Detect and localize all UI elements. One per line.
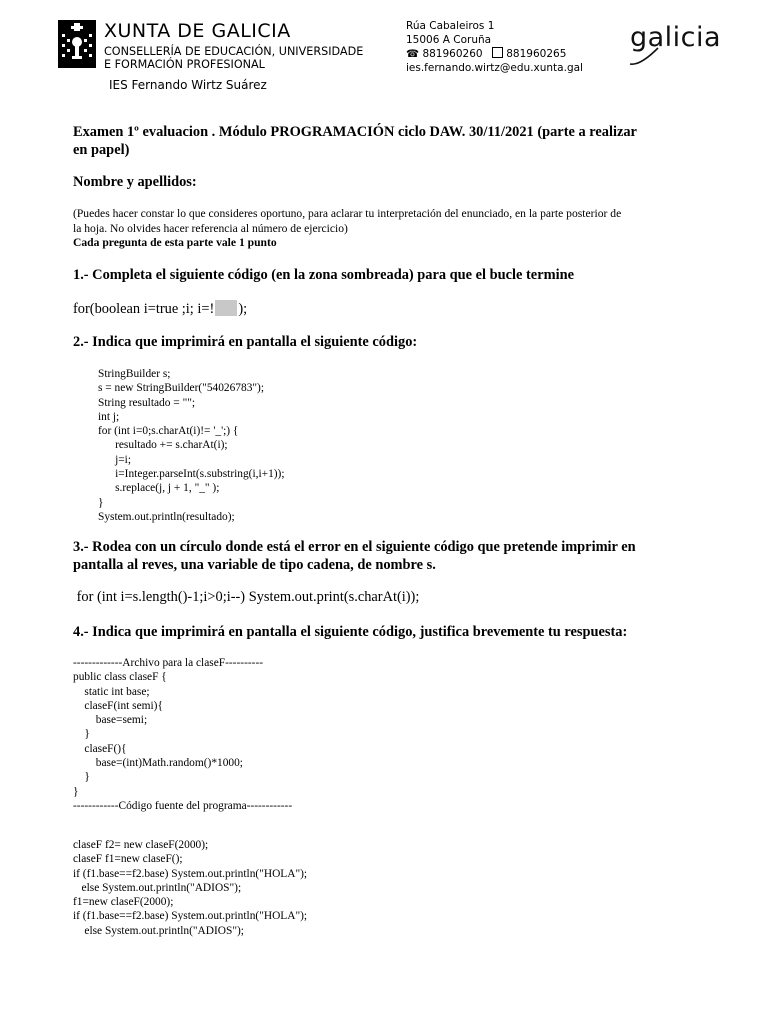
conselleria-line-2: E FORMACIÓN PROFESIONAL (104, 58, 265, 71)
code-line: StringBuilder s; (98, 368, 171, 380)
code-line: static int base; (73, 685, 150, 698)
q3-heading-line-2: pantalla al reves, una variable de tipo cadena, de nombre s. (73, 556, 436, 573)
question-2-code (98, 367, 285, 524)
code-line: } (73, 728, 90, 741)
address-city: 15006 A Coruña (406, 33, 492, 46)
code-line: ------------Código fuente del programa------------ (73, 799, 293, 812)
code-line: i=Integer.parseInt(s.substring(i,i+1)); (98, 468, 285, 481)
exam-title-line-1: Examen 1º evaluacion . Módulo PROGRAMACIÓN ciclo DAW. 30/11/2021 (parte a realizar (73, 124, 637, 140)
exam-title (73, 124, 703, 159)
q1-code-after: ); (238, 301, 248, 317)
question-1-code (73, 300, 247, 318)
exam-title-line-2: en papel) (73, 141, 130, 158)
address-street: Rúa Cabaleiros 1 (406, 20, 495, 32)
points-note: Cada pregunta de esta parte vale 1 punto (73, 236, 277, 249)
instructions-note (73, 207, 713, 251)
code-line: int j; (98, 410, 120, 423)
q3-heading-line-1: 3.- Rodea con un círculo donde está el error en el siguiente código que pretende imprimir en (73, 539, 636, 555)
code-line: String resultado = ""; (98, 396, 196, 409)
code-line: base=semi; (73, 714, 148, 727)
note-line-1: (Puedes hacer constar lo que consideres oportuno, para aclarar tu interpretación del enunciado, en la parte posterior de (73, 207, 622, 220)
name-label: Nombre y apellidos: (73, 174, 197, 190)
code-line: if (f1.base==f2.base) System.out.println("HOLA"); (73, 867, 308, 880)
phone-icon: ☎ (406, 48, 420, 60)
xunta-crest-logo (58, 20, 96, 68)
conselleria-name (104, 45, 363, 71)
code-line: resultado += s.charAt(i); (98, 439, 228, 452)
fax-number: 881960265 (506, 48, 567, 60)
shaded-answer-area[interactable] (215, 300, 237, 316)
code-line: } (73, 785, 79, 798)
contact-phones (406, 47, 583, 62)
code-line: f1=new claseF(2000); (73, 896, 174, 909)
contact-email: ies.fernando.wirtz@edu.xunta.gal (406, 61, 583, 74)
code-line: public class claseF { (73, 671, 167, 684)
conselleria-line-1: CONSELLERÍA DE EDUCACIÓN, UNIVERSIDADE (104, 45, 364, 58)
question-4-heading: 4.- Indica que imprimirá en pantalla el siguiente código, justifica brevemente tu respuesta: (73, 624, 628, 640)
code-line: else System.out.println("ADIOS"); (73, 924, 244, 937)
code-line: s.replace(j, j + 1, "_" ); (98, 482, 220, 495)
code-line: claseF f1=new claseF(); (73, 853, 183, 866)
code-line: j=i; (98, 453, 132, 466)
school-name: IES Fernando Wirtz Suárez (109, 78, 267, 92)
question-4-class-code (73, 656, 292, 813)
code-line: claseF(){ (73, 742, 127, 755)
code-line: else System.out.println("ADIOS"); (73, 881, 242, 894)
code-line: } (73, 771, 90, 784)
code-line: s = new StringBuilder("54026783"); (98, 382, 265, 395)
code-line: for (int i=0;s.charAt(i)!= '_';) { (98, 425, 239, 438)
question-3-heading (73, 539, 703, 574)
galicia-swoosh-icon (628, 44, 668, 73)
school-address (406, 20, 583, 75)
note-line-2: la hoja. No olvides hacer referencia al número de ejercicio) (73, 221, 348, 235)
question-1-heading: 1.- Completa el siguiente código (en la zona sombreada) para que el bucle termine (73, 267, 574, 283)
galicia-brand-logo: galicia (630, 22, 722, 53)
fax-icon (492, 47, 503, 58)
org-title: XUNTA DE GALICIA (104, 20, 291, 42)
code-line: claseF(int semi){ (73, 699, 163, 712)
code-line: } (98, 496, 104, 509)
question-2-heading: 2.- Indica que imprimirá en pantalla el siguiente código: (73, 334, 418, 350)
code-line: if (f1.base==f2.base) System.out.println("HOLA"); (73, 910, 308, 923)
question-3-code: for (int i=s.length()-1;i>0;i--) System.out.print(s.charAt(i)); (73, 589, 420, 605)
question-4-program-code (73, 838, 307, 938)
phone-number: 881960260 (422, 48, 483, 60)
q1-code-before: for(boolean i=true ;i; i=! (73, 301, 215, 317)
code-line: -------------Archivo para la claseF---------- (73, 657, 264, 669)
code-line: claseF f2= new claseF(2000); (73, 839, 209, 851)
code-line: System.out.println(resultado); (98, 510, 235, 523)
code-line: base=(int)Math.random()*1000; (73, 757, 243, 770)
